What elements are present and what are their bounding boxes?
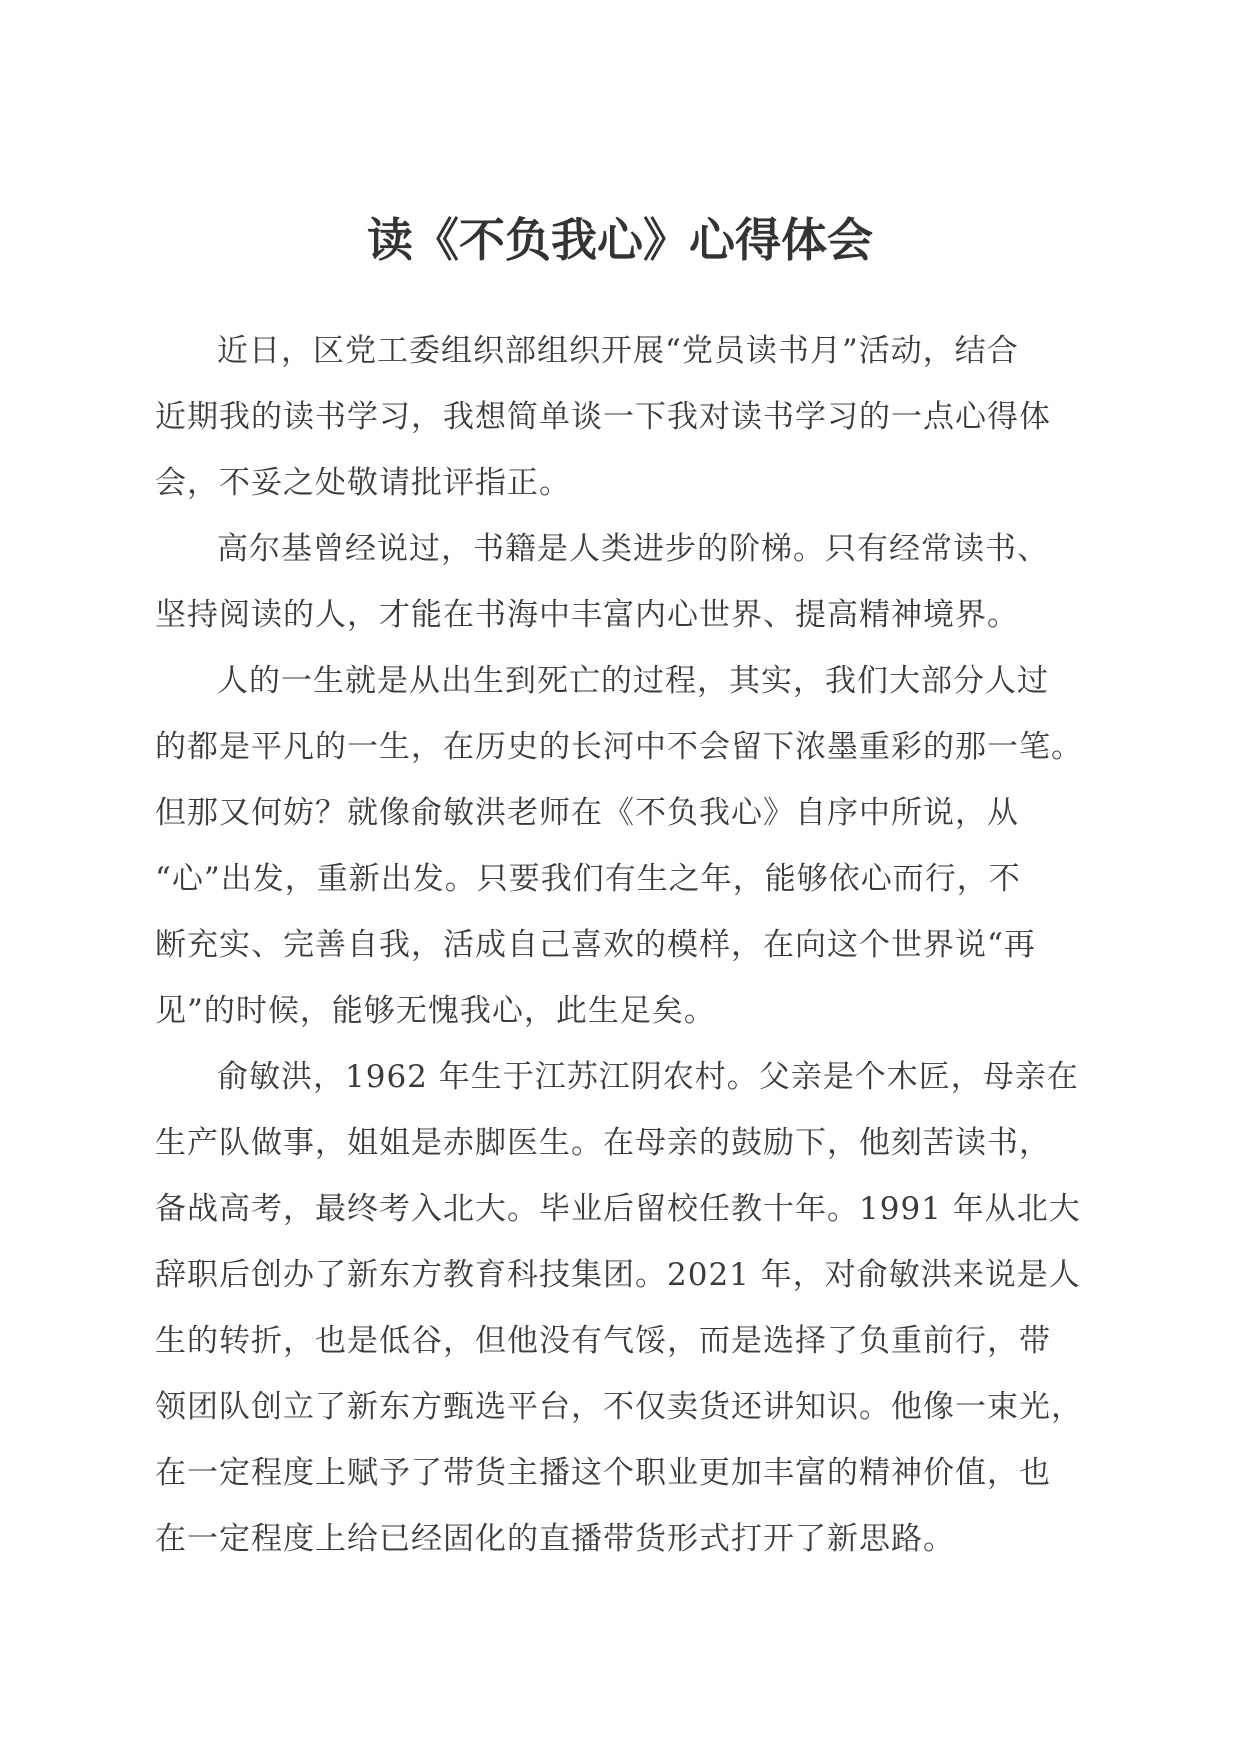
document-body	[155, 318, 1083, 1572]
paragraph-line: 在一定程度上赋予了带货主播这个职业更加丰富的精神价值，也	[155, 1455, 1051, 1491]
paragraph-line: 近日，区党工委组织部组织开展“党员读书月”活动，结合	[217, 333, 1019, 369]
paragraph-line: 俞敏洪，1962 年生于江苏江阴农村。父亲是个木匠，母亲在	[217, 1059, 1079, 1095]
paragraph-line: 辞职后创办了新东方教育科技集团。2021 年，对俞敏洪来说是人	[155, 1257, 1081, 1293]
document-title: 读《不负我心》心得体会	[367, 213, 873, 267]
paragraph-line: 但那又何妨？就像俞敏洪老师在《不负我心》自序中所说，从	[155, 795, 1019, 831]
paragraph-3	[155, 648, 1083, 1044]
paragraph-line: 备战高考，最终考入北大。毕业后留校任教十年。1991 年从北大	[155, 1191, 1081, 1227]
paragraph-line: 领团队创立了新东方甄选平台，不仅卖货还讲知识。他像一束光，	[155, 1389, 1083, 1425]
paragraph-line: 人的一生就是从出生到死亡的过程，其实，我们大部分人过	[217, 663, 1049, 699]
paragraph-line: 见”的时候，能够无愧我心，此生足矣。	[155, 993, 716, 1029]
paragraph-line: 在一定程度上给已经固化的直播带货形式打开了新思路。	[155, 1521, 955, 1557]
paragraph-line: 坚持阅读的人，才能在书海中丰富内心世界、提高精神境界。	[155, 597, 1019, 633]
paragraph-line: 的都是平凡的一生，在历史的长河中不会留下浓墨重彩的那一笔。	[155, 729, 1083, 765]
paragraph-line: 高尔基曾经说过，书籍是人类进步的阶梯。只有经常读书、	[217, 531, 1049, 567]
paragraph-line: 会，不妥之处敬请批评指正。	[155, 465, 571, 501]
paragraph-1	[155, 318, 1075, 516]
paragraph-line: “心”出发，重新出发。只要我们有生之年，能够依心而行，不	[155, 861, 1021, 897]
paragraph-line: 近期我的读书学习，我想简单谈一下我对读书学习的一点心得体	[155, 399, 1051, 435]
paragraph-4	[155, 1044, 1083, 1572]
paragraph-line: 断充实、完善自我，活成自己喜欢的模样，在向这个世界说“再	[155, 927, 1036, 963]
paragraph-2	[155, 516, 1075, 648]
paragraph-line: 生产队做事，姐姐是赤脚医生。在母亲的鼓励下，他刻苦读书，	[155, 1125, 1051, 1161]
paragraph-line: 生的转折，也是低谷，但他没有气馁，而是选择了负重前行，带	[155, 1323, 1051, 1359]
